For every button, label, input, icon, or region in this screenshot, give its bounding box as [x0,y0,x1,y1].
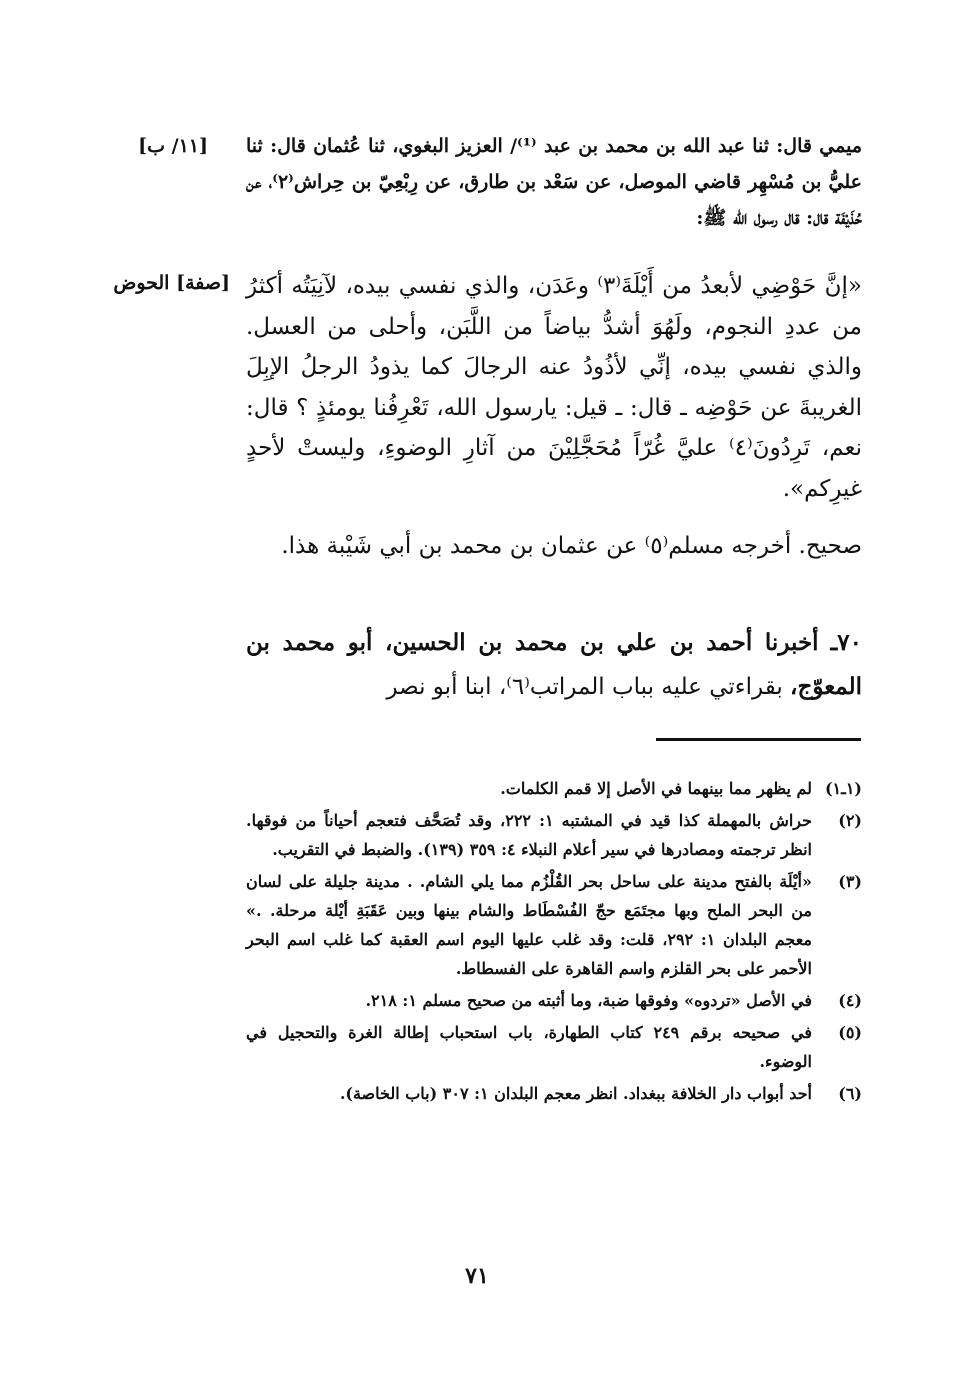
hadith-text: «إنَّ حَوْضِي لأبعدُ من أَيْلَةَ⁽٣⁾ وعَدَن، والذي نفسي بيده، لآنِيَتُه أكثرُ من عددِ النجوم، ولَهُوَ أشدُّ بياضاً من اللَّبَن، وأحلى من العسل. والذي نفسي بيده، إنِّي لأذُودُ عنه الرجالَ كما يذودُ الرجلُ الإبِلَ الغريبةَ عن حَوْضِه ـ قال: ـ قيل: يارسول الله، تَعْرِفُنا يومئذٍ ؟ قال: نعم، تَرِدُونَ⁽٤⁾ عليَّ غُرّاً مُحَجَّلِيْنَ من آثارِ الوضوءِ، وليستْ لأحدٍ غيرِكم». [246,273,862,502]
next-hadith-isnad-bold: أخبرنا أحمد بن علي بن محمد بن الحسين، أبو محمد بن المعوّج، [246,629,862,700]
footnote-number: (٦) [838,1084,862,1103]
footnote-text: أحد أبواب دار الخلافة ببغداد. انظر معجم البلدان ١: ٣٠٧ (باب الخاصة). [339,1084,812,1103]
footnote-number: (١ـ١) [824,779,862,798]
folio-marker: [١١/ ب] [138,135,208,157]
footnote-number: (٥) [838,1023,862,1042]
isnad-paragraph: ميمي قال: ثنا عبد الله بن محمد بن عبد ⁽¹⁾/ العزيز البغوي، ثنا عُثمان قال: ثنا عليُّ بن مُسْهِر قاضي الموصل، عن سَعْد بن طارق، عن رِبْعِيّ بن حِراش⁽٢⁾، عن حُذَيْفَة قال: قال رسول الله ﷺ: [246,135,862,229]
footnotes [246,774,862,1111]
footnote-3 [246,867,862,983]
grading-paragraph: صحيح. أخرجه مسلم⁽٥⁾ عن عثمان بن محمد بن أبي شَيْبة هذا. [281,533,862,559]
page-number: ٧١ [465,1263,489,1289]
footnote-text: حراش بالمهملة كذا قيد في المشتبه ١: ٢٢٢، وقد تُصَحَّف فتعجم أحياناً من فوقها. انظر ترجمته ومصادرها في سير أعلام النبلاء ٤: ٣٥٩ (١٣٩). والضبط في التقريب. [246,811,813,859]
footnote-6 [246,1079,862,1108]
footnote-number: (٢) [838,811,862,830]
footnote-text: «أيْلَة بالفتح مدينة على ساحل بحر القُلْزُم مما يلي الشام. . مدينة جليلة على لسان من البحر الملح وبها مجتَمَع حجّ الفُسْطَاط والشام بينها وبين عَقَبَةِ أيْلة مرحلة. .» معجم البلدان ١: ٢٩٢، قلت: وقد غلب عليها اليوم اسم العقبة كما غلب اسم البحر الأحمر على بحر القلزم واسم القاهرة على الفسطاط. [246,872,812,978]
next-hadith-isnad-rest: بقراءتي عليه بباب المراتب⁽٦⁾، ابنا أبو نصر [386,674,783,700]
footnote-5 [246,1018,862,1076]
topic-heading: [صفة] الحوض [113,272,230,294]
footnote-number: (٤) [838,991,862,1010]
footnote-4 [246,986,862,1015]
footnote-text: لم يظهر مما بينهما في الأصل إلا قمم الكلمات. [500,779,812,798]
next-hadith-paragraph [246,621,862,709]
footnote-text: في صحيحه برقم ٢٤٩ كتاب الطهارة، باب استحباب إطالة الغرة والتحجيل في الوضوء. [246,1023,813,1071]
footnote-1 [246,774,862,803]
footnote-text: في الأصل «تردوه» وفوقها ضبة، وما أثبته من صحيح مسلم ١: ٢١٨. [365,991,812,1010]
hadith-number: ٧٠ـ [830,629,862,656]
footnote-2 [246,806,862,864]
footnote-number: (٣) [838,872,862,891]
footnote-separator [656,738,861,741]
